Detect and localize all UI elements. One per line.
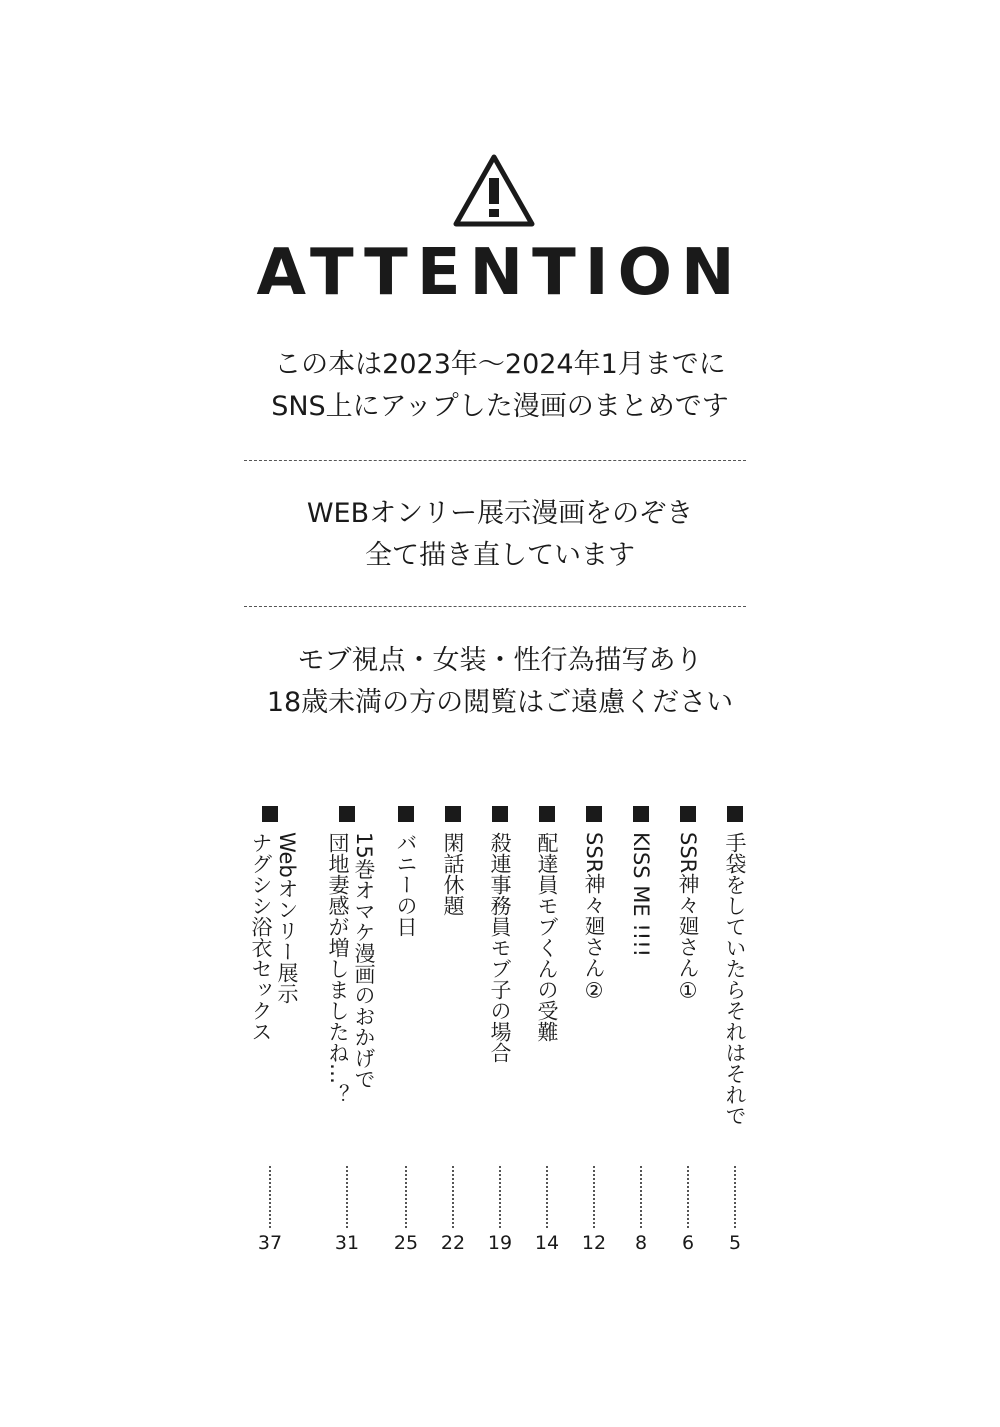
bullet-square-icon bbox=[727, 806, 743, 822]
toc-entry bbox=[530, 806, 564, 1266]
leader-dots bbox=[269, 1166, 271, 1228]
bullet-square-icon bbox=[445, 806, 461, 822]
notice-line: モブ視点・女装・性行為描写あり bbox=[297, 645, 703, 676]
toc-entry bbox=[249, 806, 299, 1266]
toc-entry bbox=[483, 806, 517, 1266]
notice-line: この本は2023年〜2024年1月までに bbox=[274, 349, 726, 380]
toc-entry-title: Webオンリー展示 ナグシシ浴衣セックス bbox=[249, 832, 299, 1042]
toc-page-number: 8 bbox=[634, 1232, 648, 1254]
toc-page-number: 31 bbox=[334, 1232, 360, 1254]
leader-dots bbox=[346, 1166, 348, 1228]
toc-page-number: 25 bbox=[393, 1232, 419, 1254]
toc-entry-title: バニーの日 bbox=[394, 832, 418, 937]
toc-page-number: 5 bbox=[728, 1232, 742, 1254]
toc-page-number: 22 bbox=[440, 1232, 466, 1254]
toc-entry-title: 15巻オマケ漫画のおかげで 団地妻感が増しましたね…？ bbox=[326, 832, 376, 1105]
toc-entry bbox=[389, 806, 423, 1266]
toc-entry bbox=[624, 806, 658, 1266]
notice-content-warning bbox=[0, 640, 1000, 724]
bullet-square-icon bbox=[339, 806, 355, 822]
toc-entry-title: 手袋をしていたらそれはそれで bbox=[723, 832, 747, 1126]
leader-dots bbox=[687, 1166, 689, 1228]
toc-entry bbox=[577, 806, 611, 1266]
toc-page-number: 6 bbox=[681, 1232, 695, 1254]
notice-line: 全て描き直しています bbox=[365, 540, 635, 571]
toc-page-number: 14 bbox=[534, 1232, 560, 1254]
divider bbox=[244, 606, 746, 607]
toc-entry-title: 殺連事務員モブ子の場合 bbox=[488, 832, 512, 1063]
leader-dots bbox=[499, 1166, 501, 1228]
toc-entry-title: SSR神々廻さん① bbox=[676, 832, 700, 1003]
page-title: ATTENTION bbox=[256, 236, 744, 310]
toc-entry bbox=[326, 806, 376, 1266]
leader-dots bbox=[734, 1166, 736, 1228]
notice-redrawn bbox=[0, 493, 1000, 577]
notice-line: WEBオンリー展示漫画をのぞき bbox=[306, 498, 694, 529]
toc-entry bbox=[436, 806, 470, 1266]
bullet-square-icon bbox=[633, 806, 649, 822]
divider bbox=[244, 460, 746, 461]
toc-entry bbox=[671, 806, 705, 1266]
bullet-square-icon bbox=[539, 806, 555, 822]
leader-dots bbox=[405, 1166, 407, 1228]
toc-page-number: 37 bbox=[257, 1232, 283, 1254]
bullet-square-icon bbox=[586, 806, 602, 822]
leader-dots bbox=[593, 1166, 595, 1228]
toc-entry-title: 閑話休題 bbox=[441, 832, 465, 916]
toc-entry-title: KISS ME !!!! bbox=[629, 832, 653, 958]
notice-collection bbox=[0, 344, 1000, 428]
toc-entry bbox=[718, 806, 752, 1266]
leader-dots bbox=[640, 1166, 642, 1228]
notice-line: SNS上にアップした漫画のまとめです bbox=[271, 391, 729, 422]
leader-dots bbox=[452, 1166, 454, 1228]
bullet-square-icon bbox=[680, 806, 696, 822]
leader-dots bbox=[546, 1166, 548, 1228]
toc-page-number: 19 bbox=[487, 1232, 513, 1254]
notice-line: 18歳未満の方の閲覧はご遠慮ください bbox=[266, 687, 734, 718]
toc-page-number: 12 bbox=[581, 1232, 607, 1254]
bullet-square-icon bbox=[262, 806, 278, 822]
toc-entry-title: SSR神々廻さん② bbox=[582, 832, 606, 1003]
bullet-square-icon bbox=[492, 806, 508, 822]
toc-entry-title: 配達員モブくんの受難 bbox=[535, 832, 559, 1042]
bullet-square-icon bbox=[398, 806, 414, 822]
warning-triangle-icon bbox=[452, 152, 536, 230]
